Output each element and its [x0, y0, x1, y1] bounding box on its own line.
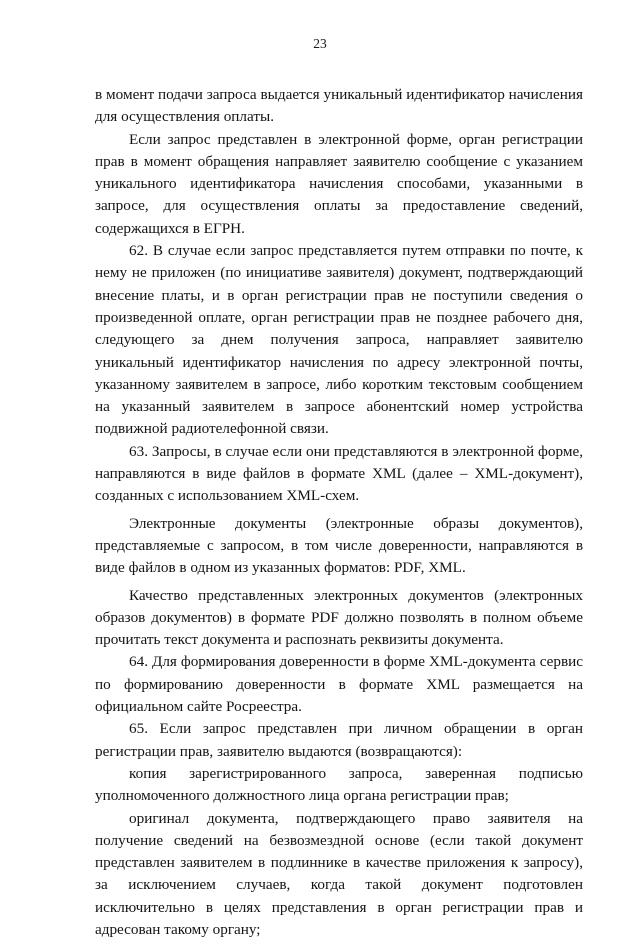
paragraph-payment-id-continuation: в момент подачи запроса выдается уникальный идентификатор начисления для осуществления оплаты. [95, 84, 583, 129]
paragraph-electronic-documents: Электронные документы (электронные образы документов), представляемые с запросом, в том числе доверенности, направляются в виде файлов в одном из указанных форматов: PDF, XML. [95, 513, 583, 580]
paragraph-65: 65. Если запрос представлен при личном обращении в орган регистрации прав, заявителю выдаются (возвращаются): [95, 718, 583, 763]
page-number: 23 [0, 36, 640, 52]
paragraph-copy-of-request: копия зарегистрированного запроса, заверенная подписью уполномоченного должностного лица органа регистрации прав; [95, 763, 583, 808]
paragraph-64: 64. Для формирования доверенности в форме XML-документа сервис по формированию доверенности в формате XML размещается на официальном сайте Росреестра. [95, 651, 583, 718]
paragraph-63: 63. Запросы, в случае если они представляются в электронной форме, направляются в виде файлов в формате XML (далее – XML-документ), созданных с использованием XML-схем. [95, 441, 583, 508]
paragraph-electronic-request-payment: Если запрос представлен в электронной форме, орган регистрации прав в момент обращения направляет заявителю сообщение с указанием уникального идентификатора начисления способами, указанными в запросе, для осуществления оплаты за предоставление сведений, содержащихся в ЕГРН. [95, 129, 583, 240]
paragraph-pdf-quality: Качество представленных электронных документов (электронных образов документов) в формате PDF должно позволять в полном объеме прочитать текст документа и распознать реквизиты документа. [95, 585, 583, 652]
paragraph-original-document: оригинал документа, подтверждающего право заявителя на получение сведений на безвозмездной основе (если такой документ представлен заявителем в подлиннике в качестве приложения к запросу), за исключением случаев, когда такой документ подготовлен исключительно в целях представления в орган регистрации прав и адресован такому органу; [95, 808, 583, 941]
document-body [95, 84, 583, 941]
paragraph-62: 62. В случае если запрос представляется путем отправки по почте, к нему не приложен (по инициативе заявителя) документ, подтверждающий внесение платы, и в орган регистрации прав не поступили сведения о произведенной оплате, орган регистрации прав не позднее рабочего дня, следующего за днем получения запроса, направляет заявителю уникальный идентификатор начисления по адресу электронной почты, указанному заявителем в запросе, либо коротким текстовым сообщением на указанный заявителем в запросе абонентский номер устройства подвижной радиотелефонной связи. [95, 240, 583, 441]
